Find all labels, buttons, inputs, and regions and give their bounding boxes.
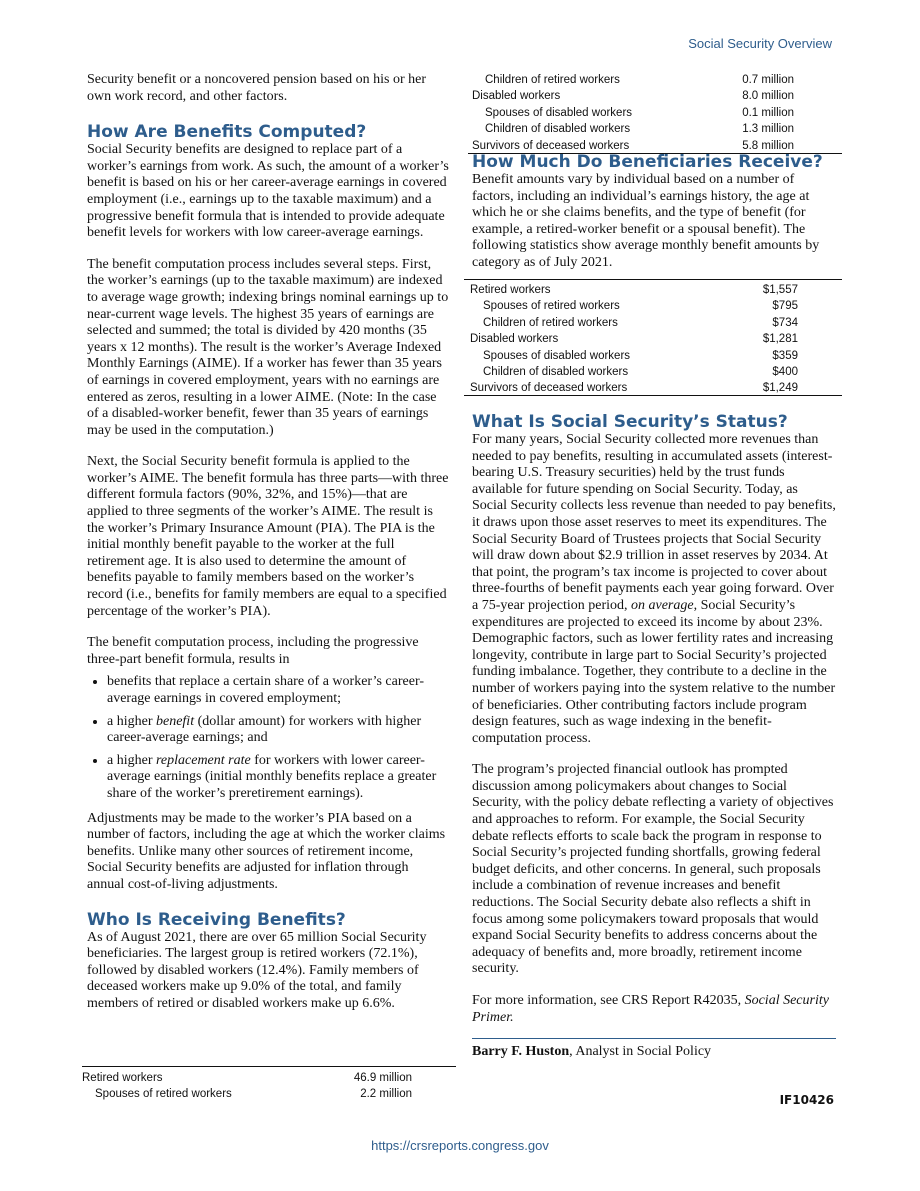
right-column-status [472, 412, 836, 1061]
table-row [470, 298, 798, 314]
beneficiaries-table-part1 [82, 1066, 456, 1103]
intro-paragraph: Security benefit or a noncovered pension based on his or her own work record, and other factors. [87, 72, 427, 104]
heading-receiving-benefits: Who Is Receiving Benefits? [87, 909, 346, 930]
table-row [470, 348, 798, 364]
row-label: Retired workers [470, 284, 551, 296]
row-value: 2.2 million [360, 1088, 412, 1101]
computed-paragraph-2: The benefit computation process includes several steps. First, the worker’s earnings (up to the taxable maximum) are indexed to average wage growth; indexing brings nominal earnings up to near-current wage levels. The highest 35 years of earnings are selected and summed; the total is divided by 420 months (35 years x 12 months). The result is the worker’s Average Indexed Monthly Earnings (AIME). If a worker has fewer than 35 years of earnings in covered employment, years with no earnings are entered as zeros, resulting in a lower AIME. (Note: In the case of a disabled-worker benefit, fewer than 35 years of earnings may be used in the computation.) [87, 256, 449, 438]
adjustments-paragraph: Adjustments may be made to the worker’s PIA based on a number of factors, including the age at which the worker claims benefits. Unlike many other sources of retirement income, Social Security benefits are adjusted for inflation through annual cost-of-living adjustments. [87, 810, 446, 892]
row-label: Spouses of retired workers [95, 1088, 232, 1101]
left-column [87, 72, 449, 1013]
row-label: Disabled workers [470, 333, 559, 346]
running-header: Social Security Overview [688, 36, 832, 51]
row-label: Survivors of deceased workers [470, 382, 628, 395]
table-row [82, 1070, 412, 1086]
list-item: • benefits that replace a certain share of a worker’s career-average earnings in covered employment; [107, 674, 449, 707]
table-row [470, 331, 798, 347]
row-value: $359 [772, 349, 798, 362]
computed-paragraph-4: The benefit computation process, including the progressive three-part benefit formula, results in [87, 635, 419, 667]
author-divider [472, 1038, 836, 1039]
table-row [82, 1086, 412, 1102]
row-value: 1.3 million [742, 123, 794, 136]
row-value: $1,281 [762, 333, 798, 346]
computed-paragraph-3: Next, the Social Security benefit formula is applied to the worker’s AIME. The benefit formula has three parts—with three different formula factors (90%, 32%, and 15%)—that are applied to three segments of the worker’s AIME. The result is the worker’s Primary Insurance Amount (PIA). The PIA is the initial monthly benefit payable to the worker at the full retirement age. It is also used to determine the amount of benefits payable to family members based on the worker’s record (i.e., benefits for family members are equal to a specified percentage of the worker’s PIA). [87, 454, 449, 619]
more-info-paragraph: For more information, see CRS Report R42035, Social Security Primer. [472, 993, 829, 1025]
right-column [472, 152, 836, 272]
row-label: Disabled workers [472, 90, 561, 103]
table-row [470, 282, 798, 298]
row-label: Children of retired workers [483, 316, 618, 329]
list-item: • a higher benefit (dollar amount) for workers with higher career-average earnings; and [107, 714, 449, 747]
list-item: • a higher replacement rate for workers with lower career-average earnings (initial monthly benefits replace a greater share of the worker’s preretirement earnings). [107, 753, 449, 803]
row-value: 0.7 million [742, 74, 794, 86]
benefit-amounts-table [464, 279, 842, 396]
report-code: IF10426 [779, 1093, 834, 1107]
row-label: Retired workers [82, 1072, 163, 1084]
table-row [472, 105, 794, 121]
table-row [470, 364, 798, 380]
row-label: Spouses of retired workers [483, 300, 620, 313]
how-much-paragraph: Benefit amounts vary by individual based on a number of factors, including an individual’s earnings history, the age at which he or she claims benefits, and the type of benefit (for example, a retired-worker benefit or a spousal benefit). The following statistics show average monthly benefit amounts by category as of July 2021. [472, 172, 820, 270]
row-value: $400 [772, 366, 798, 379]
row-label: Children of disabled workers [483, 366, 629, 379]
footer-url[interactable]: https://crsreports.congress.gov [371, 1138, 549, 1153]
receiving-paragraph: As of August 2021, there are over 65 million Social Security beneficiaries. The largest group is retired workers (72.1%), followed by disabled workers (12.4%). Family members of deceased workers make up 9.0% of the total, and family members of retired or disabled workers make up 6.6%. [87, 929, 427, 1011]
row-label: Survivors of deceased workers [472, 139, 630, 152]
row-value: $1,557 [762, 284, 798, 296]
results-list [87, 674, 449, 802]
heading-benefits-computed: How Are Benefits Computed? [87, 122, 367, 143]
row-label: Spouses of disabled workers [485, 106, 633, 119]
row-label: Spouses of disabled workers [483, 349, 631, 362]
author-line: Barry F. Huston, Analyst in Social Policy [472, 1044, 712, 1060]
row-value: $1,249 [762, 382, 798, 395]
heading-status: What Is Social Security’s Status? [472, 412, 788, 432]
heading-how-much: How Much Do Beneficiaries Receive? [472, 152, 823, 172]
computed-paragraph-1: Social Security benefits are designed to replace part of a worker’s earnings from work. As such, the amount of a worker’s benefit is based on his or her career-average earnings in covered employment (i.e., earnings up to the taxable maximum) and a progressive benefit formula that is intended to provide adequate benefit levels for workers with low career-average earnings. [87, 142, 449, 241]
row-value: 5.8 million [742, 139, 794, 152]
status-paragraph-2: The program’s projected financial outlook has prompted discussion among policymakers about changes to Social Security, with the policy debate reflecting a variety of objectives and approaches to reform. For example, the Social Security debate reflects efforts to scale back the program in response to Social Security’s projected funding shortfalls, growing federal budget deficits, and other concerns. In general, such proposals include a combination of revenue increases and benefit reductions. The Social Security debate also reflects a shift in focus among some policymakers toward proposals that would expand Social Security benefits to address concerns about the adequacy of benefits and, more broadly, retirement income security. [472, 762, 834, 977]
row-label: Children of disabled workers [485, 123, 631, 136]
table-row [472, 88, 794, 104]
table-row [470, 315, 798, 331]
row-value: 0.1 million [742, 106, 794, 119]
row-value: 8.0 million [742, 90, 794, 103]
row-value: $734 [772, 316, 798, 329]
table-row [472, 72, 794, 88]
status-paragraph-1: For many years, Social Security collected more revenues than needed to pay benefits, resulting in accumulated assets (interest-bearing U.S. Treasury securities) held by the trust funds available for future spending on Social Security. Today, as Social Security collects less revenue than needed to pay benefits, it draws upon those asset reserves to meet its expenditures. The Social Security Board of Trustees projects that Social Security will draw down about $2.9 trillion in asset reserves by 2034. At that point, the program’s tax income is projected to cover about three-fourths of benefit payments each year going forward. Over a 75-year projection period, on average, Social Security’s expenditures are projected to exceed its income by about 23%. Demographic factors, such as lower fertility rates and increasing longevity, contribute in large part to Social Security’s projected funding imbalance. Together, they contribute to a decline in the number of workers paying into the system relative to the number of beneficiaries. Other contributing factors include program design features, such as wage indexing in the benefit-computation process. [472, 432, 836, 746]
table-row [472, 121, 794, 137]
row-value: $795 [772, 300, 798, 313]
beneficiaries-table-part2 [468, 72, 842, 154]
row-value: 46.9 million [353, 1072, 412, 1084]
row-label: Children of retired workers [485, 74, 620, 86]
